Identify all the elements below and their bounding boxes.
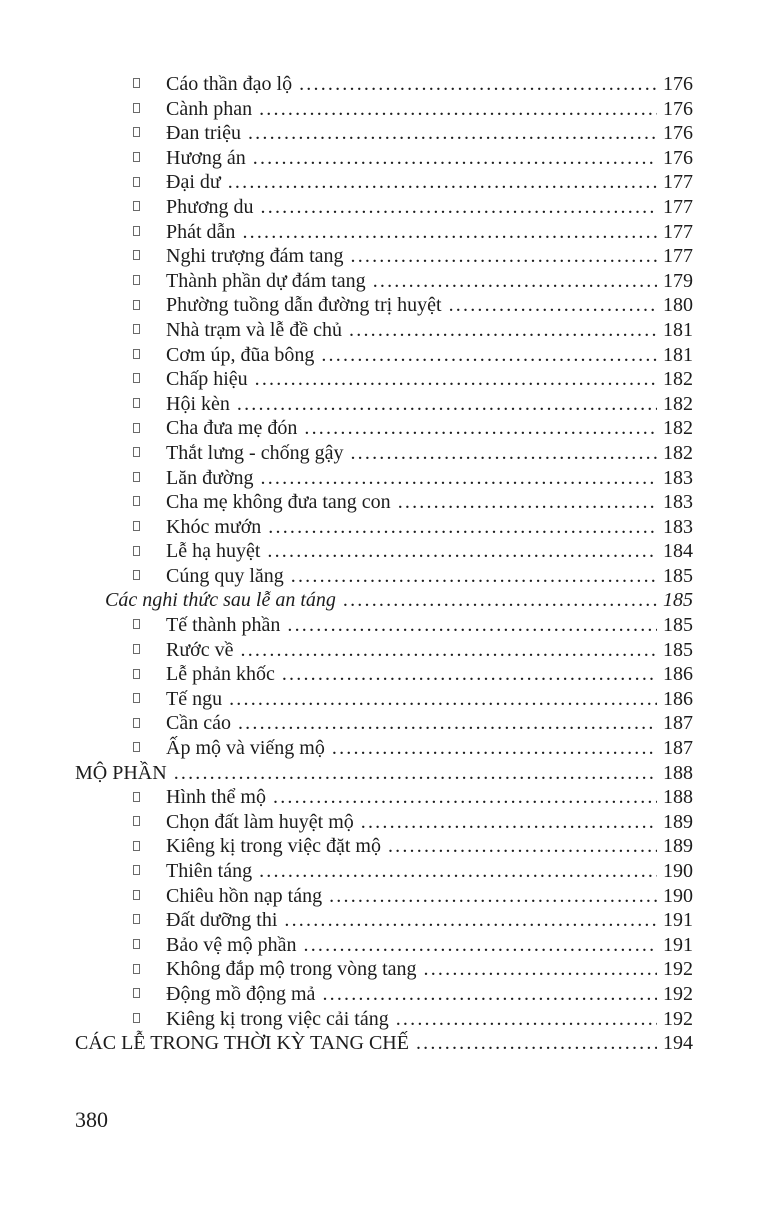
toc-entry <box>75 564 693 589</box>
toc-entry <box>75 736 693 761</box>
toc-entry-label: Thắt lưng - chống gậy <box>166 441 344 464</box>
square-bullet-icon <box>133 472 140 482</box>
toc-entry-page: 183 <box>663 515 693 538</box>
toc-entry <box>75 515 693 540</box>
dotted-leader <box>228 170 657 195</box>
dotted-leader <box>322 982 657 1007</box>
toc-entry <box>75 859 693 884</box>
toc-list <box>75 72 693 1056</box>
toc-entry <box>75 195 693 220</box>
toc-entry-label: Không đắp mộ trong vòng tang <box>166 958 417 981</box>
toc-entry-page: 185 <box>663 589 693 612</box>
square-bullet-icon <box>133 300 140 310</box>
dotted-leader <box>242 220 657 245</box>
dotted-leader <box>373 269 657 294</box>
toc-entry-page: 176 <box>663 146 693 169</box>
square-bullet-icon <box>133 152 140 162</box>
toc-entry <box>75 392 693 417</box>
square-bullet-icon <box>133 78 140 88</box>
toc-entry-page: 194 <box>663 1032 693 1055</box>
toc-entry-page: 188 <box>663 761 693 784</box>
toc-entry <box>75 957 693 982</box>
square-bullet-icon <box>133 718 140 728</box>
toc-entry-label: Động mồ động mả <box>166 982 316 1005</box>
square-bullet-icon <box>133 693 140 703</box>
toc-entry <box>75 121 693 146</box>
dotted-leader <box>253 146 657 171</box>
square-bullet-icon <box>133 742 140 752</box>
dotted-leader <box>349 318 657 343</box>
toc-entry-label: Khóc mướn <box>166 515 262 538</box>
dotted-leader <box>304 416 657 441</box>
dotted-leader <box>329 884 657 909</box>
toc-entry-page: 191 <box>663 909 693 932</box>
toc-entry-label: Ấp mộ và viếng mộ <box>166 737 325 760</box>
toc-entry-label: Cha mẹ không đưa tang con <box>166 491 391 514</box>
toc-entry-label: Chiêu hồn nạp táng <box>166 884 323 907</box>
dotted-leader <box>388 834 657 859</box>
toc-entry-label: Thành phần dự đám tang <box>166 269 366 292</box>
toc-entry-label: Cúng quy lăng <box>166 564 284 587</box>
dotted-leader <box>261 195 657 220</box>
toc-entry <box>75 687 693 712</box>
toc-entry <box>75 441 693 466</box>
toc-entry <box>75 244 693 269</box>
dotted-leader <box>273 785 657 810</box>
toc-entry <box>75 884 693 909</box>
dotted-leader <box>416 1031 657 1056</box>
toc-entry-label: Chấp hiệu <box>166 368 248 391</box>
square-bullet-icon <box>133 841 140 851</box>
toc-entry-page: 186 <box>663 663 693 686</box>
dotted-leader <box>238 711 657 736</box>
toc-entry-page: 190 <box>663 884 693 907</box>
toc-entry-page: 176 <box>663 73 693 95</box>
square-bullet-icon <box>133 324 140 334</box>
toc-entry-label: Hương án <box>166 146 246 169</box>
toc-entry <box>75 933 693 958</box>
square-bullet-icon <box>133 103 140 113</box>
toc-entry-page: 181 <box>663 343 693 366</box>
dotted-leader <box>396 1007 657 1032</box>
square-bullet-icon <box>133 127 140 137</box>
dotted-leader <box>241 638 657 663</box>
toc-entry-page: 177 <box>663 220 693 243</box>
dotted-leader <box>343 588 657 613</box>
square-bullet-icon <box>133 619 140 629</box>
square-bullet-icon <box>133 669 140 679</box>
dotted-leader <box>259 859 657 884</box>
toc-entry <box>75 785 693 810</box>
toc-entry-page: 183 <box>663 466 693 489</box>
dotted-leader <box>248 121 657 146</box>
square-bullet-icon <box>133 521 140 531</box>
toc-entry-page: 177 <box>663 245 693 268</box>
toc-entry-label: Cáo thần đạo lộ <box>166 73 293 95</box>
toc-entry-page: 182 <box>663 441 693 464</box>
toc-entry <box>75 97 693 122</box>
toc-entry <box>75 343 693 368</box>
toc-entry <box>75 416 693 441</box>
toc-entry-page: 185 <box>663 614 693 637</box>
dotted-leader <box>284 908 657 933</box>
toc-entry <box>75 613 693 638</box>
square-bullet-icon <box>133 201 140 211</box>
dotted-leader <box>304 933 657 958</box>
toc-entry <box>75 146 693 171</box>
dotted-leader <box>299 72 657 97</box>
square-bullet-icon <box>133 546 140 556</box>
toc-entry <box>75 318 693 343</box>
dotted-leader <box>449 293 657 318</box>
square-bullet-icon <box>133 398 140 408</box>
dotted-leader <box>282 662 657 687</box>
toc-entry-label: Nghi trượng đám tang <box>166 245 344 268</box>
toc-entry <box>75 662 693 687</box>
toc-entry <box>75 761 693 786</box>
toc-entry-label: Kiêng kị trong việc đặt mộ <box>166 835 381 858</box>
toc-entry-label: Các nghi thức sau lễ an táng <box>105 589 336 612</box>
toc-entry-page: 187 <box>663 712 693 735</box>
dotted-leader <box>398 490 657 515</box>
dotted-leader <box>321 343 657 368</box>
toc-entry-page: 181 <box>663 318 693 341</box>
toc-entry-label: Lễ hạ huyệt <box>166 540 261 563</box>
dotted-leader <box>332 736 657 761</box>
toc-entry <box>75 170 693 195</box>
toc-entry <box>75 1031 693 1056</box>
toc-entry-page: 182 <box>663 417 693 440</box>
toc-entry-label: Hội kèn <box>166 392 230 415</box>
toc-entry-page: 176 <box>663 97 693 120</box>
dotted-leader <box>291 564 657 589</box>
toc-entry-label: CÁC LỄ TRONG THỜI KỲ TANG CHẾ <box>75 1032 409 1055</box>
dotted-leader <box>261 466 657 491</box>
toc-entry <box>75 220 693 245</box>
toc-entry-page: 179 <box>663 269 693 292</box>
toc-entry <box>75 1007 693 1032</box>
toc-entry-page: 186 <box>663 687 693 710</box>
dotted-leader <box>350 441 657 466</box>
square-bullet-icon <box>133 792 140 802</box>
square-bullet-icon <box>133 1013 140 1023</box>
toc-entry-page: 192 <box>663 982 693 1005</box>
square-bullet-icon <box>133 644 140 654</box>
toc-entry-page: 176 <box>663 122 693 145</box>
square-bullet-icon <box>133 496 140 506</box>
toc-entry <box>75 466 693 491</box>
toc-entry-page: 191 <box>663 933 693 956</box>
toc-entry-page: 190 <box>663 860 693 882</box>
toc-entry-label: Phát dẫn <box>166 220 236 243</box>
toc-entry <box>75 711 693 736</box>
toc-entry <box>75 638 693 663</box>
toc-entry-page: 187 <box>663 737 693 760</box>
square-bullet-icon <box>133 988 140 998</box>
toc-entry-label: Đan triệu <box>166 122 241 145</box>
dotted-leader <box>424 957 657 982</box>
toc-entry-label: Tế ngu <box>166 687 223 710</box>
square-bullet-icon <box>133 349 140 359</box>
toc-entry-label: Phương du <box>166 195 254 218</box>
toc-entry <box>75 908 693 933</box>
toc-entry-label: Chọn đất làm huyệt mộ <box>166 810 354 833</box>
toc-entry <box>75 834 693 859</box>
dotted-leader <box>267 539 657 564</box>
toc-entry-label: Tế thành phần <box>166 614 281 637</box>
toc-entry-page: 177 <box>663 195 693 218</box>
page-number: 380 <box>75 1107 108 1132</box>
toc-entry-page: 185 <box>663 564 693 587</box>
toc-entry <box>75 539 693 564</box>
toc-entry-page: 189 <box>663 835 693 858</box>
square-bullet-icon <box>133 423 140 433</box>
toc-entry <box>75 810 693 835</box>
toc-entry-label: Phường tuồng dẫn đường trị huyệt <box>166 294 442 317</box>
toc-entry <box>75 293 693 318</box>
toc-entry <box>75 982 693 1007</box>
square-bullet-icon <box>133 939 140 949</box>
square-bullet-icon <box>133 250 140 260</box>
toc-entry <box>75 269 693 294</box>
dotted-leader <box>287 613 657 638</box>
toc-entry-label: Cành phan <box>166 97 253 120</box>
toc-entry-label: Rước về <box>166 638 234 661</box>
toc-entry-page: 182 <box>663 368 693 391</box>
toc-entry-label: Kiêng kị trong việc cải táng <box>166 1007 389 1030</box>
square-bullet-icon <box>133 275 140 285</box>
square-bullet-icon <box>133 447 140 457</box>
toc-entry-page: 177 <box>663 171 693 194</box>
toc-entry-label: Hình thể mộ <box>166 786 266 809</box>
square-bullet-icon <box>133 964 140 974</box>
square-bullet-icon <box>133 570 140 580</box>
toc-entry-page: 184 <box>663 540 693 563</box>
toc-entry-page: 185 <box>663 638 693 661</box>
square-bullet-icon <box>133 914 140 924</box>
toc-entry-page: 183 <box>663 491 693 514</box>
toc-entry-label: Cơm úp, đũa bông <box>166 343 315 366</box>
dotted-leader <box>259 97 657 122</box>
toc-entry <box>75 490 693 515</box>
square-bullet-icon <box>133 890 140 900</box>
dotted-leader <box>255 367 657 392</box>
dotted-leader <box>237 392 657 417</box>
toc-entry-label: MỘ PHẦN <box>75 761 167 784</box>
toc-entry-label: Cần cáo <box>166 712 231 735</box>
square-bullet-icon <box>133 816 140 826</box>
toc-entry-label: Lăn đường <box>166 466 254 489</box>
square-bullet-icon <box>133 865 140 875</box>
square-bullet-icon <box>133 177 140 187</box>
toc-entry-page: 192 <box>663 1007 693 1030</box>
dotted-leader <box>361 810 657 835</box>
toc-entry-page: 189 <box>663 810 693 833</box>
dotted-leader <box>174 761 657 786</box>
toc-entry-label: Thiên táng <box>166 860 253 882</box>
toc-entry <box>75 72 693 97</box>
square-bullet-icon <box>133 226 140 236</box>
toc-entry-page: 182 <box>663 392 693 415</box>
toc-entry-label: Bảo vệ mộ phần <box>166 933 297 956</box>
toc-entry <box>75 367 693 392</box>
dotted-leader <box>268 515 657 540</box>
toc-entry-label: Đất dưỡng thi <box>166 909 278 932</box>
square-bullet-icon <box>133 373 140 383</box>
dotted-leader <box>229 687 657 712</box>
toc-entry-page: 180 <box>663 294 693 317</box>
toc-entry-page: 188 <box>663 786 693 809</box>
toc-entry-page: 192 <box>663 958 693 981</box>
dotted-leader <box>351 244 658 269</box>
toc-entry-label: Nhà trạm và lễ đề chủ <box>166 318 343 341</box>
toc-entry <box>75 588 693 613</box>
toc-entry-label: Lễ phản khốc <box>166 663 275 686</box>
toc-entry-label: Đại dư <box>166 171 221 194</box>
toc-entry-label: Cha đưa mẹ đón <box>166 417 298 440</box>
